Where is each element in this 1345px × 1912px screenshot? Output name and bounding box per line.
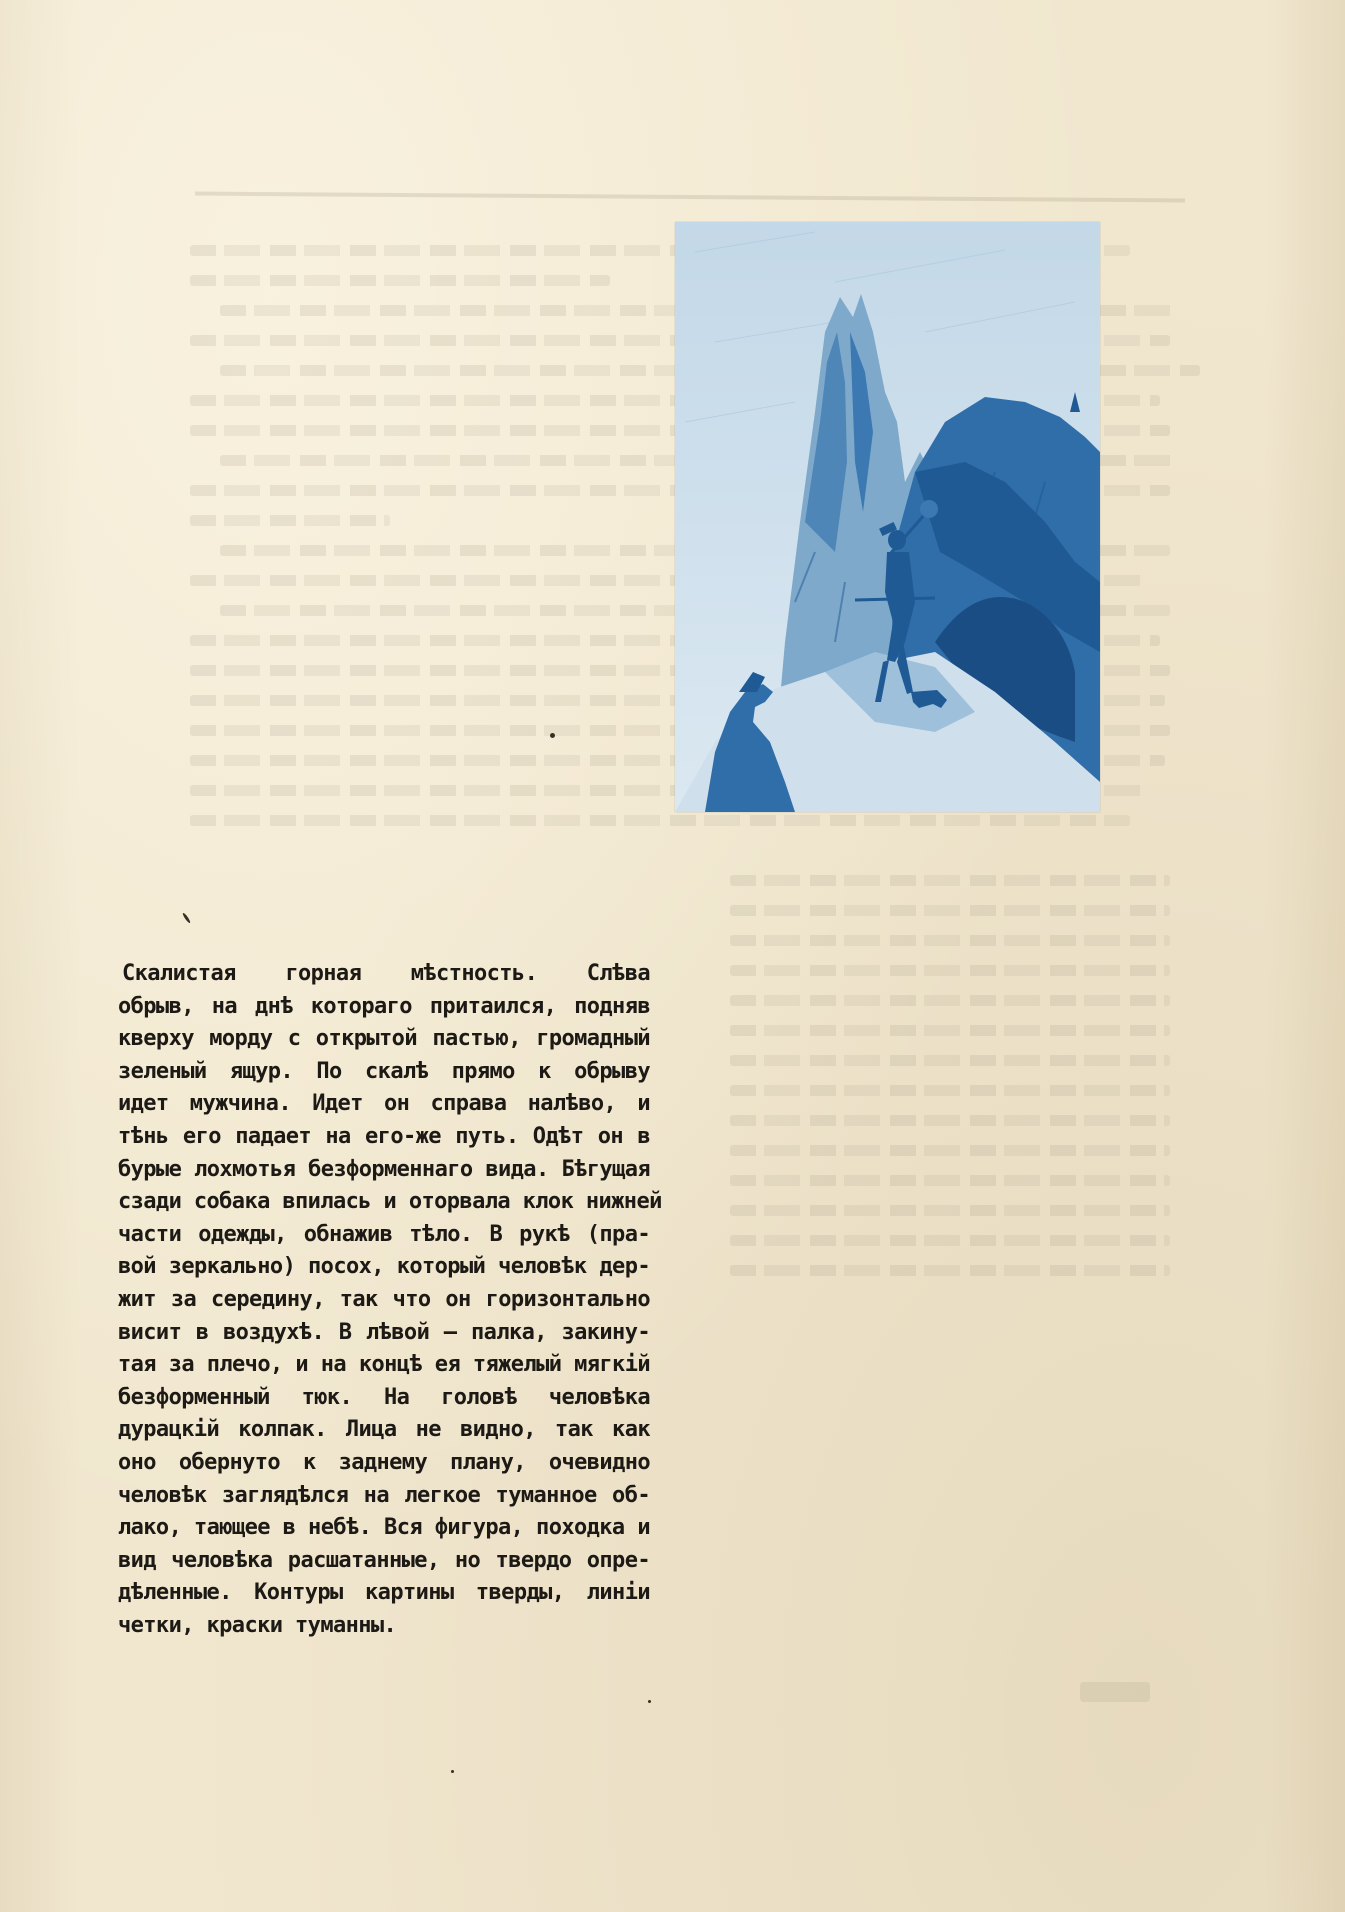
paper-speck [648,1700,651,1703]
rocky-landscape-illustration [675,222,1100,812]
caption-line: идет мужчина. Идет он справа налѣво, и [118,1091,650,1117]
caption-line: тая за плечо, и на концѣ ея тяжелый мягкій [118,1352,650,1378]
caption-line: кверху морду с открытой пастью, громадный [118,1026,650,1052]
caption-line: человѣк заглядѣлся на легкое туманное об- [118,1482,650,1508]
caption-line: бурые лохмотья безформеннаго вида. Бѣгущая [118,1156,650,1182]
caption-line: вид человѣка расшатанные, но твердо опре- [118,1547,650,1573]
illustration-caption [118,958,662,1642]
caption-line: зеленый ящур. По скалѣ прямо к обрыву [118,1058,650,1084]
caption-line: вой зеркально) посох, который человѣк дер- [118,1254,650,1280]
caption-line: Скалистая горная мѣстность. Слѣва [122,961,650,986]
bleed-through-page-number [1080,1682,1150,1702]
caption-line: четки, краски туманны. [118,1612,397,1638]
caption-line: жит за середину, так что он горизонтально [118,1286,650,1312]
caption-line: дѣленные. Контуры картины тверды, линіи [118,1580,650,1606]
paper-speck [550,733,555,738]
caption-line: обрыв, на днѣ котораго притаился, подняв [118,993,650,1019]
caption-line: тѣнь его падает на его-же путь. Одѣт он в [118,1123,650,1149]
illustration-plate [675,222,1100,812]
caption-line: части одежды, обнажив тѣло. В рукѣ (пра- [118,1221,650,1247]
paper-speck [451,1770,454,1773]
caption-line: дурацкій колпак. Лица не видно, так как [118,1417,650,1443]
caption-line: сзади собака впилась и оторвала клок нижней [118,1189,662,1215]
caption-line: лако, тающее в небѣ. Вся фигура, походка и [118,1515,650,1541]
caption-line: безформенный тюк. На головѣ человѣка [118,1384,650,1410]
caption-line: оно обернуто к заднему плану, очевидно [118,1449,650,1475]
caption-line: висит в воздухѣ. В лѣвой — палка, закину- [118,1319,650,1345]
bleed-through-rule [195,192,1185,203]
